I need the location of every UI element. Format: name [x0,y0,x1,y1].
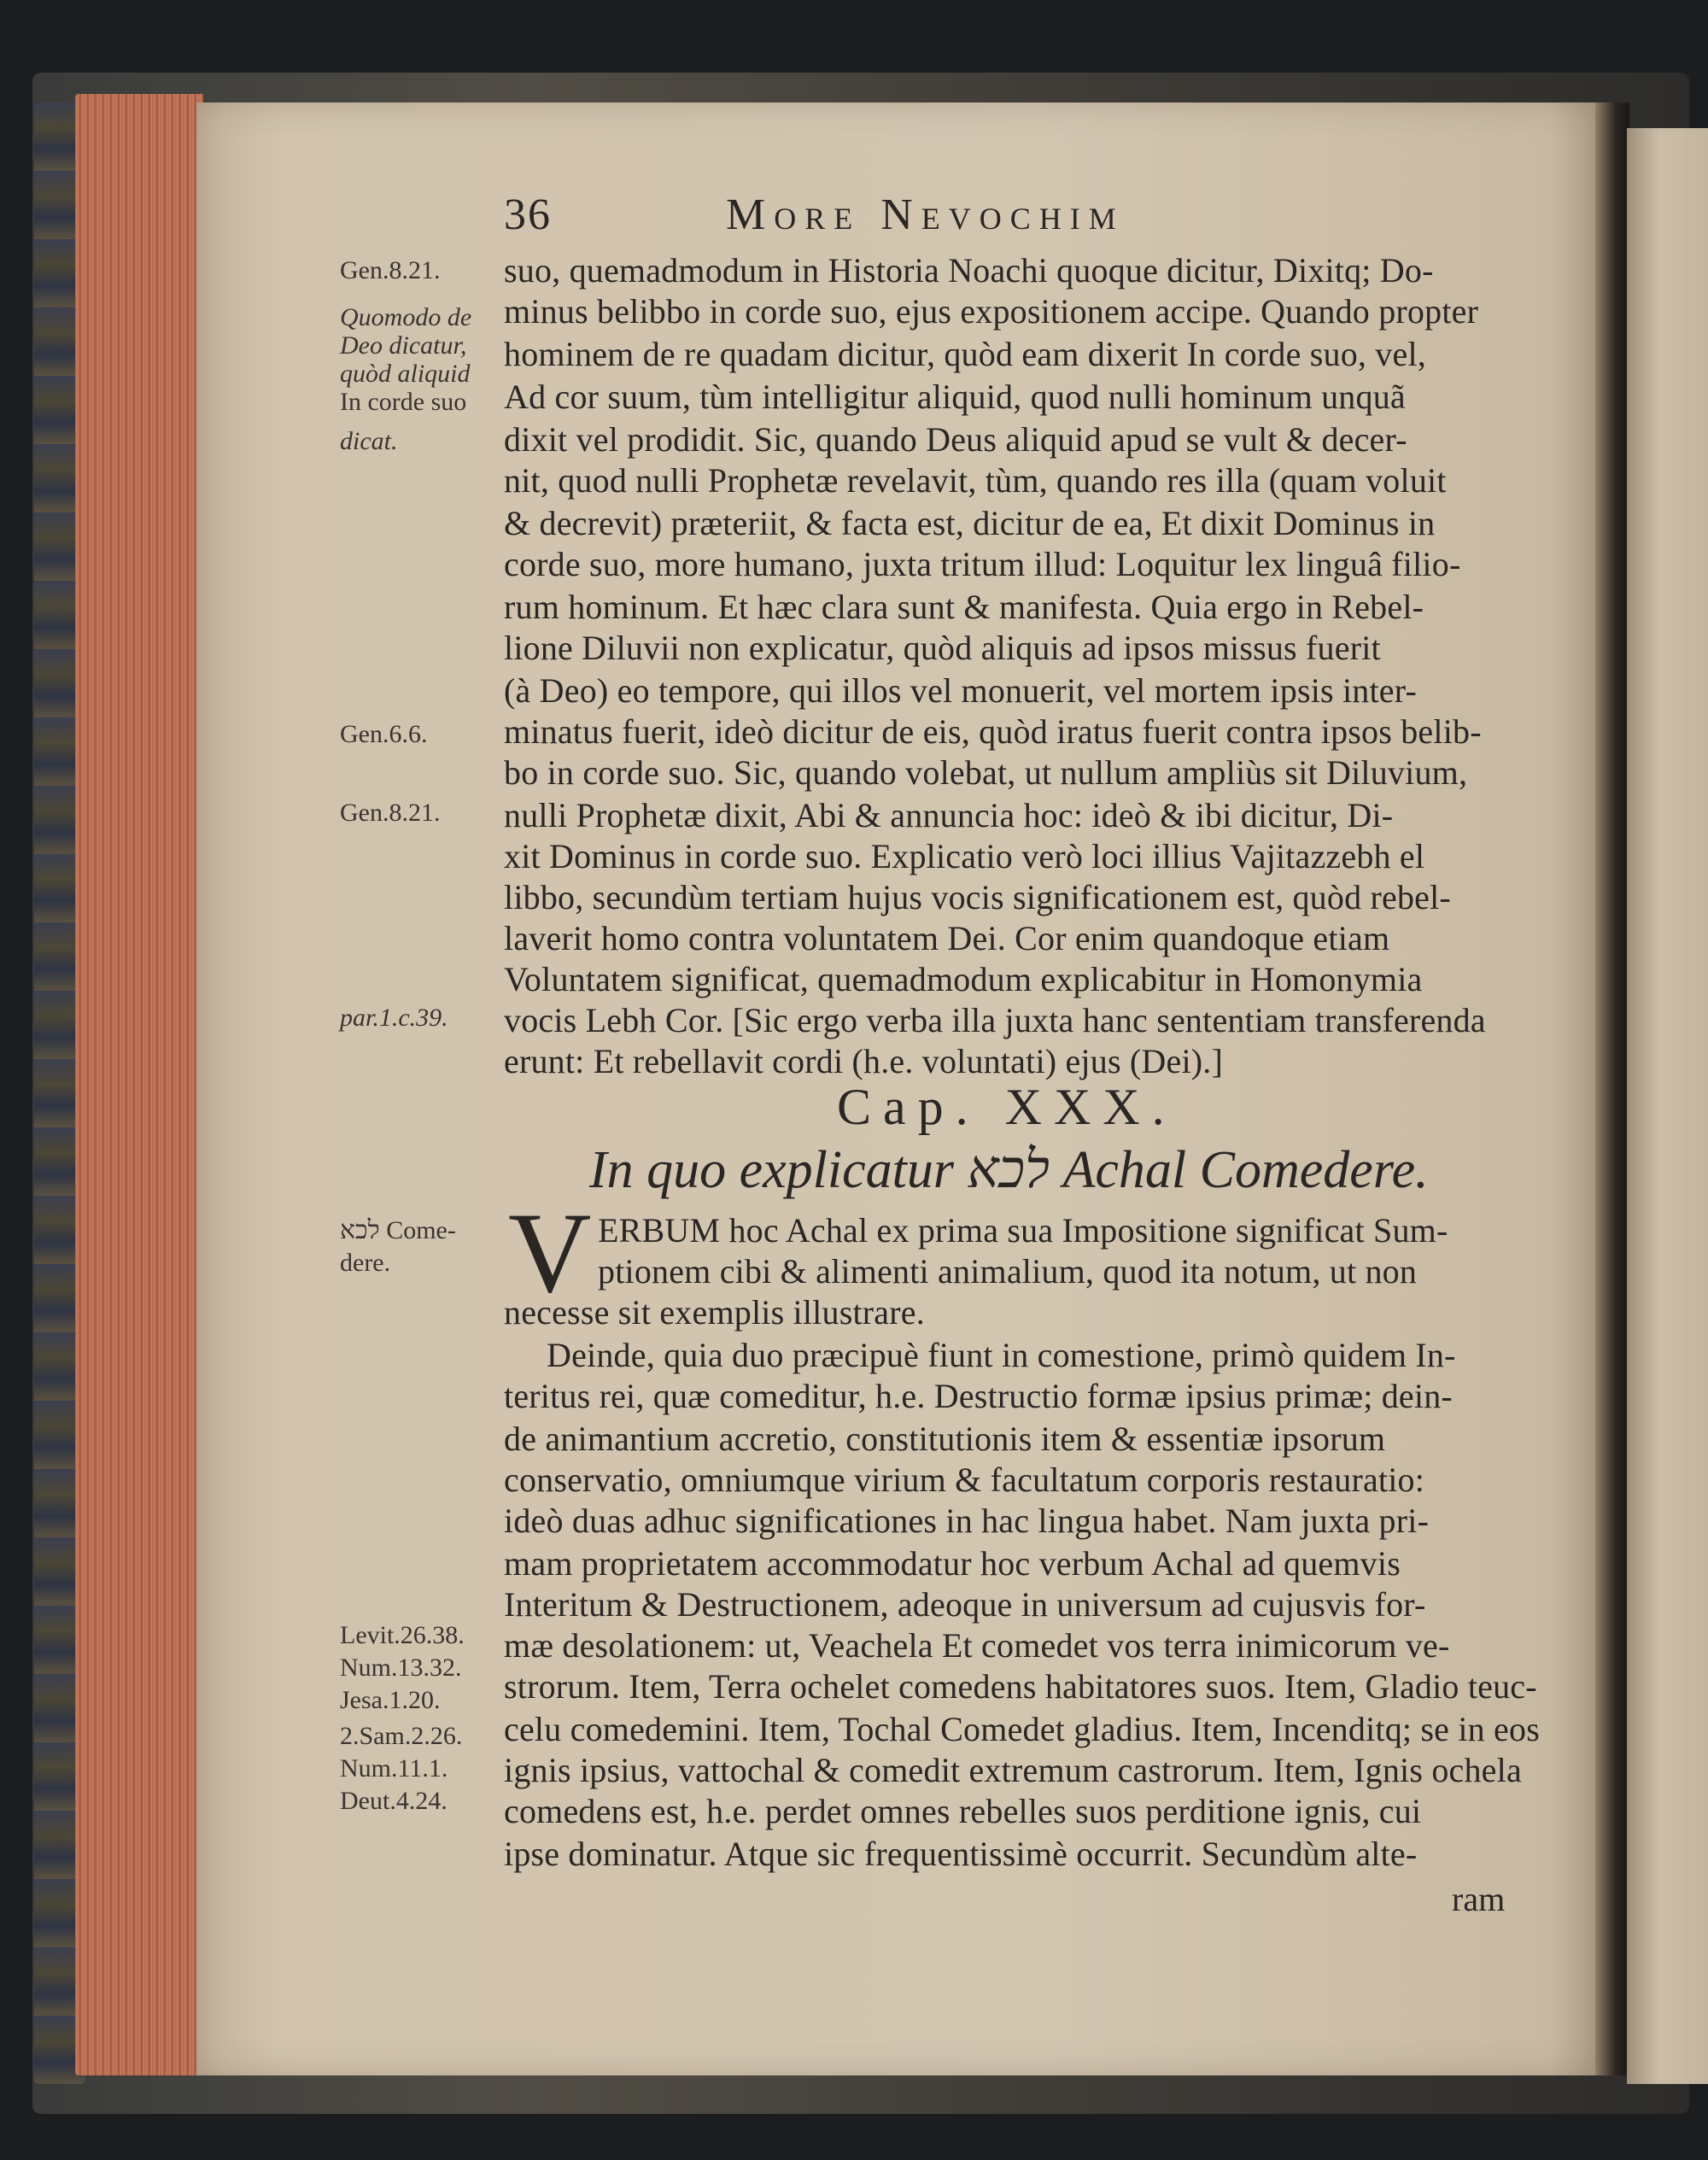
text-line: ignis ipsius, vattochal & comedit extremum castrorum. Item, Ignis ochela [504,1751,1522,1789]
margin-note: Gen.8.21. [340,799,441,827]
text-line: nit, quod nulli Prophetæ revelavit, tùm, quando res illa (quam voluit [504,461,1447,500]
text-line: xit Dominus in corde suo. Explicatio verò loci illius Vajitazzebh el [504,837,1425,875]
text-line: ERBUM hoc Achal ex prima sua Impositione significat Sum- [598,1211,1448,1250]
margin-note: Num.13.32. [340,1654,462,1682]
text-line: Deinde, quia duo præcipuè fiunt in comestione, primò quidem In- [547,1336,1456,1374]
text-line: Interitum & Destructionem, adeoque in universum ad cujusvis for- [504,1585,1426,1624]
text-line: lione Diluvii non explicatur, quòd aliquis ad ipsos missus fuerit [504,629,1381,667]
chapter-subtitle: In quo explicatur לכא Achal Comedere. [589,1141,1429,1199]
text-line: nulli Prophetæ dixit, Abi & annuncia hoc: ideò & ibi dicitur, Di- [504,796,1394,834]
margin-note: 2.Sam.2.26. [340,1722,463,1750]
margin-note: In corde suo [340,388,467,416]
text-line: necesse sit exemplis illustrare. [504,1293,925,1332]
page-edges [75,94,203,2075]
running-title: More Nevochim [726,190,1125,239]
margin-note: dere. [340,1249,391,1277]
text-line: Ad cor suum, tùm intelligitur aliquid, quod nulli hominum unquã [504,378,1406,416]
text-line: hominem de re quadam dicitur, quòd eam dixerit In corde suo, vel, [504,335,1426,373]
margin-note: Levit.26.38. [340,1621,465,1649]
text-line: ptionem cibi & alimenti animalium, quod ita notum, ut non [598,1252,1418,1291]
text-line: minus belibbo in corde suo, ejus expositionem accipe. Quando propter [504,292,1479,331]
text-line: Voluntatem significat, quemadmodum explicabitur in Homonymia [504,960,1423,998]
text-line: rum hominum. Et hæc clara sunt & manifesta. Quia ergo in Rebel- [504,588,1424,626]
text-line: teritus rei, quæ comeditur, h.e. Destructio formæ ipsius primæ; dein- [504,1377,1453,1415]
text-line: erunt: Et rebellavit cordi (h.e. voluntati) ejus (Dei).] [504,1042,1224,1080]
margin-note: Quomodo de [340,303,472,331]
text-line: conservatio, omniumque virium & facultatum corporis restauratio: [504,1460,1425,1499]
page-header [504,190,1358,249]
margin-note: Deo dicatur, [340,331,467,360]
drop-cap: V [508,1190,592,1317]
margin-note: Gen.8.21. [340,256,441,284]
text-line: mæ desolationem: ut, Veachela Et comedet vos terra inimicorum ve- [504,1626,1450,1665]
book-gutter [1595,102,1629,2075]
text-line: minatus fuerit, ideò dicitur de eis, quòd iratus fuerit contra ipsos belib- [504,712,1482,751]
text-line: comedens est, h.e. perdet omnes rebelles suos perditione ignis, cui [504,1792,1422,1830]
text-line: vocis Lebh Cor. [Sic ergo verba illa juxta hanc sententiam transferenda [504,1001,1486,1039]
text-line: mam proprietatem accommodatur hoc verbum Achal ad quemvis [504,1544,1401,1583]
text-line: strorum. Item, Terra ochelet comedens habitatores suos. Item, Gladio teuc- [504,1667,1537,1706]
chapter-title: Cap. XXX. [837,1079,1177,1135]
margin-note: Jesa.1.20. [340,1686,441,1714]
margin-note: לכא Come- [340,1216,456,1244]
margin-note: Deut.4.24. [340,1787,447,1815]
text-line: ideò duas adhuc significationes in hac lingua habet. Nam juxta pri- [504,1501,1430,1540]
margin-note: par.1.c.39. [340,1004,448,1032]
margin-note: dicat. [340,427,398,455]
catchword: ram [1452,1880,1506,1918]
text-line: (à Deo) eo tempore, qui illos vel monuerit, vel mortem ipsis inter- [504,671,1418,710]
text-line: bo in corde suo. Sic, quando volebat, ut nullum ampliùs sit Diluvium, [504,753,1468,792]
text-line: & decrevit) præteriit, & facta est, dicitur de ea, Et dixit Dominus in [504,504,1436,542]
margin-note: Num.11.1. [340,1754,448,1782]
page-number: 36 [504,190,552,239]
text-line: celu comedemini. Item, Tochal Comedet gladius. Item, Incenditq; se in eos [504,1710,1540,1748]
text-line: dixit vel prodidit. Sic, quando Deus aliquid apud se vult & decer- [504,420,1407,459]
margin-note: Gen.6.6. [340,720,428,748]
margin-note: quòd aliquid [340,360,471,388]
text-line: ipse dominatur. Atque sic frequentissimè occurrit. Secundùm alte- [504,1835,1418,1873]
facing-page [1627,128,1708,2084]
text-line: suo, quemadmodum in Historia Noachi quoque dicitur, Dixitq; Do- [504,251,1434,290]
text-line: laverit homo contra voluntatem Dei. Cor enim quandoque etiam [504,919,1390,957]
text-line: de animantium accretio, constitutionis item & essentiæ ipsorum [504,1420,1386,1458]
text-line: corde suo, more humano, juxta tritum illud: Loquitur lex linguâ filio- [504,545,1461,583]
text-line: libbo, secundùm tertiam hujus vocis significationem est, quòd rebel- [504,878,1451,916]
